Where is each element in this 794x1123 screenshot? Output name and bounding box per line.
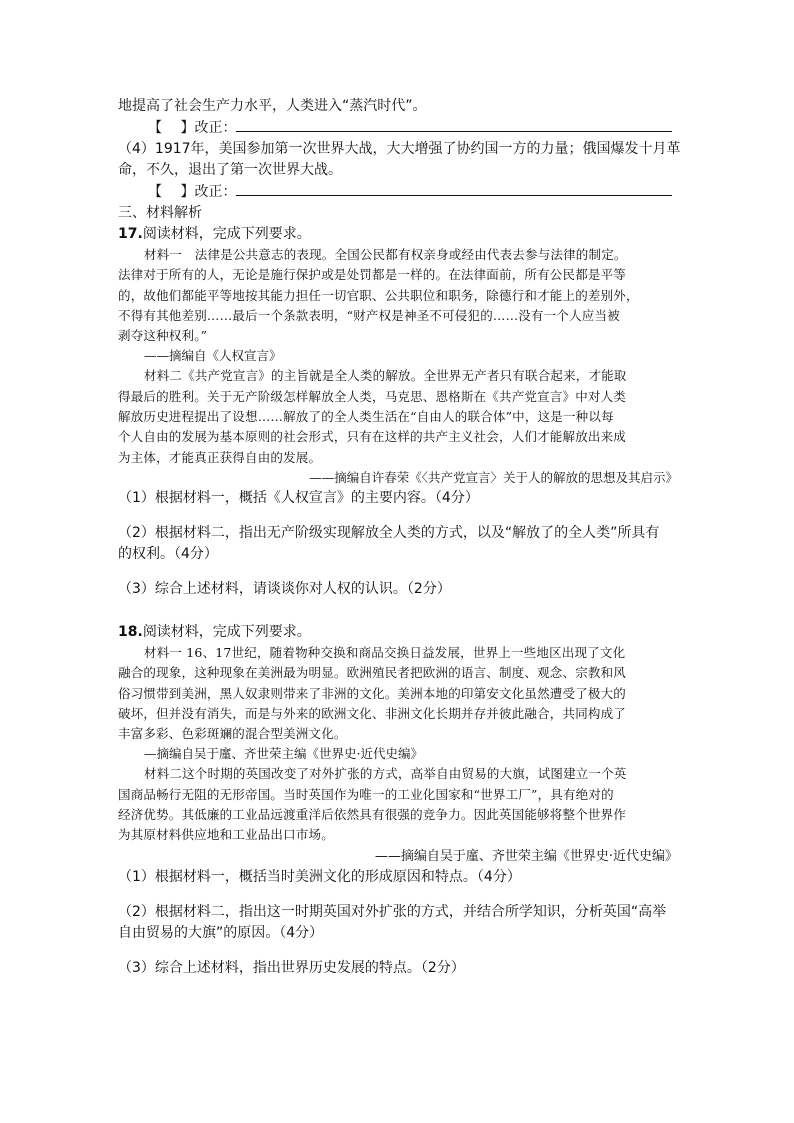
- item-4-line-1: （4）1917年，美国参加第一次世界大战，大大增强了协约国一方的力量；俄国爆发十月革: [118, 141, 681, 157]
- item-4-line-2: 命，不久，退出了第一次世界大战。: [118, 162, 342, 178]
- q18-number: 18.: [118, 623, 143, 640]
- q17-sub-2-line-2: 的权利。（4分）: [118, 545, 218, 562]
- material-source: ——摘编自吴于廑、齐世荣主编《世界史·近代史编》: [374, 848, 678, 864]
- correction-line-4: [118, 181, 678, 203]
- continued-text-line: 地提高了社会生产力水平，人类进入“蒸汽时代”。: [118, 98, 427, 114]
- q17-intro: 17.阅读材料，完成下列要求。: [118, 226, 311, 242]
- correction-label: 【 】改正：: [148, 184, 237, 200]
- material-source: ——摘编自许春荣《〈共产党宣言〉关于人的解放的思想及其启示》: [309, 469, 678, 485]
- material-line: 材料一 法律是公共意志的表现。全国公民都有权亲身或经由代表去参与法律的制定。: [144, 247, 627, 262]
- material-line: 材料二这个时期的英国改变了对外扩张的方式，高举自由贸易的大旗，试图建立一个英: [144, 766, 627, 782]
- q18-sub-2-line-1: （2）根据材料二，指出这一时期英国对外扩张的方式，并结合所学知识，分析英国“高举: [118, 903, 667, 920]
- material-source: ——摘编自《人权宣言》: [144, 348, 282, 364]
- material-line: 解放历史进程提出了设想……解放了的全人类生活在“自由人的联合体”中，这是一种以每: [118, 409, 614, 425]
- answer-blank[interactable]: [236, 117, 672, 132]
- q18-sub-3: （3）综合上述材料，指出世界历史发展的特点。（2分）: [118, 959, 465, 976]
- answer-blank[interactable]: [236, 181, 672, 196]
- material-line: 得最后的胜利。关于无产阶级怎样解放全人类，马克思、恩格斯在《共产党宣言》中对人类: [118, 388, 627, 404]
- q18-material-1: [118, 643, 678, 764]
- material-line: 融合的现象，这种现象在美洲最为明显。欧洲殖民者把欧洲的语言、制度、观念、宗教和风: [118, 665, 627, 681]
- q18-intro: 18.阅读材料，完成下列要求。: [118, 623, 311, 640]
- q17-sub-2-line-1: （2）根据材料二，指出无产阶级实现解放全人类的方式，以及“解放了的全人类”所具有: [118, 524, 660, 541]
- q17-number: 17.: [118, 226, 143, 242]
- q18-sub-2-line-2: 自由贸易的大旗”的原因。（4分）: [118, 924, 324, 941]
- material-line: 俗习惯带到美洲，黑人奴隶则带来了非洲的文化。美洲本地的印第安文化虽然遭受了极大的: [118, 685, 627, 701]
- material-line: 破坏，但并没有消失，而是与外来的欧洲文化、非洲文化长期并存并彼此融合，共同构成了: [118, 705, 627, 721]
- material-source: —摘编自吴于廑、齐世荣主编《世界史·近代史编》: [144, 746, 423, 762]
- material-line: 国商品畅行无阻的无形帝国。当时英国作为唯一的工业化国家和“世界工厂”，具有绝对的: [118, 786, 614, 802]
- material-line: 法律对于所有的人，无论是施行保护或是处罚都是一样的。在法律面前，所有公民都是平等: [118, 267, 627, 283]
- material-line: 材料一 16、17世纪，随着物种交换和商品交换日益发展，世界上一些地区出现了文化: [144, 644, 626, 660]
- q17-material-2: [118, 366, 678, 487]
- correction-label: 【 】改正：: [148, 120, 237, 136]
- q18-sub-1: （1）根据材料一，概括当时美洲文化的形成原因和特点。（4分）: [118, 868, 521, 885]
- document-page: [118, 96, 681, 979]
- material-line: 经济优势。其低廉的工业品远渡重洋后依然具有很强的竞争力。因此英国能够将整个世界作: [118, 807, 627, 823]
- q17-sub-1: （1）根据材料一，概括《人权宣言》的主要内容。（4分）: [118, 489, 479, 506]
- material-line: 材料二《共产党宣言》的主旨就是全人类的解放。全世界无产者只有联合起来，才能取: [144, 368, 627, 384]
- material-line: 为主体，才能真正获得自由的发展。: [118, 449, 322, 465]
- correction-line-3: [118, 117, 678, 139]
- material-line: 为其原材料供应地和工业品出口市场。: [118, 827, 334, 843]
- section-heading: 三、材料解析: [118, 205, 202, 221]
- material-line: 丰富多彩、色彩斑斓的混合型美洲文化。: [118, 726, 347, 742]
- q17-material-1: [118, 245, 678, 366]
- material-line: 不得有其他差别……最后一个条款表明，“财产权是神圣不可侵犯的……没有一个人应当被: [118, 307, 620, 323]
- material-line: 剥夺这种权利。”: [118, 328, 208, 344]
- q18-material-2: [118, 764, 678, 866]
- q17-sub-3: （3）综合上述材料，请谈谈你对人权的认识。（2分）: [118, 580, 451, 597]
- material-line: 个人自由的发展为基本原则的社会形式，只有在这样的共产主义社会，人们才能解放出来成: [118, 429, 627, 445]
- material-line: 的，故他们都能平等地按其能力担任一切官职、公共职位和职务，除德行和才能上的差别外，: [118, 287, 639, 303]
